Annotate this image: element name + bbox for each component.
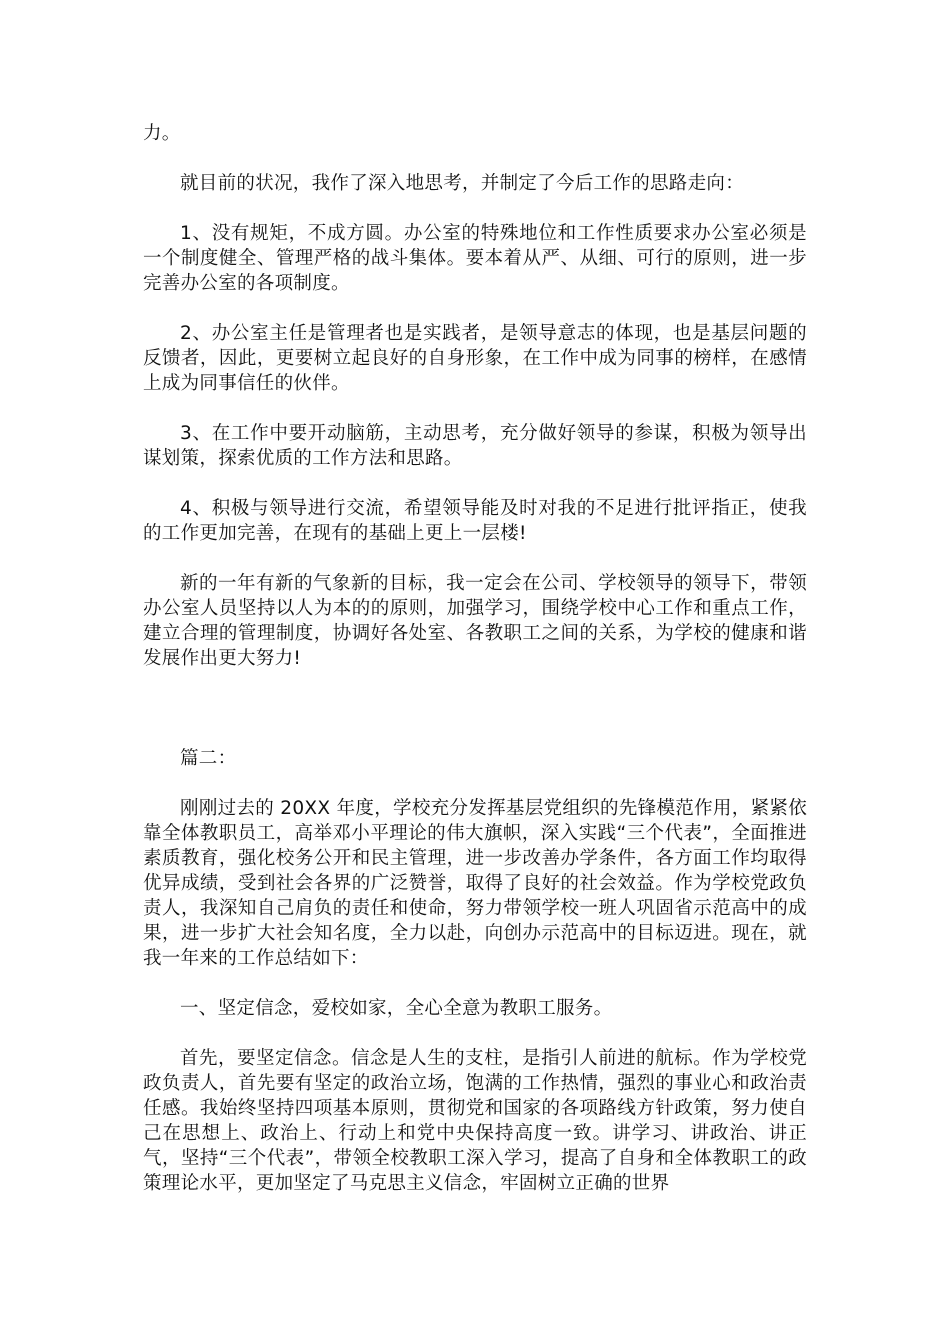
document-page xyxy=(143,121,807,1221)
paragraph-item-2: 2、办公室主任是管理者也是实践者，是领导意志的体现，也是基层问题的反馈者，因此，更要树立起良好的自身形象，在工作中成为同事的榜样，在感情上成为同事信任的伙伴。 xyxy=(143,323,807,394)
paragraph-conclusion: 新的一年有新的气象新的目标，我一定会在公司、学校领导的领导下，带领办公室人员坚持以人为本的的原则，加强学习，围绕学校中心工作和重点工作，建立合理的管理制度，协调好各处室、各教职工之间的关系，为学校的健康和谐发展作出更大努力! xyxy=(143,573,807,669)
paragraph-section-intro: 刚刚过去的 20XX 年度，学校充分发挥基层党组织的先锋模范作用，紧紧依靠全体教职员工，高举邓小平理论的伟大旗帜，深入实践“三个代表”，全面推进素质教育，强化校务公开和民主管理，进一步改善办学条件，各方面工作均取得优异成绩，受到社会各界的广泛赞誉，取得了良好的社会效益。作为学校党政负责人，我深知自己肩负的责任和使命，努力带领学校一班人巩固省示范高中的成果，进一步扩大社会知名度，全力以赴，向创办示范高中的目标迈进。现在，就我一年来的工作总结如下： xyxy=(143,798,807,969)
section-gap xyxy=(143,696,807,746)
paragraph-item-1: 1、没有规矩，不成方圆。办公室的特殊地位和工作性质要求办公室必须是一个制度健全、管理严格的战斗集体。要本着从严、从细、可行的原则，进一步完善办公室的各项制度。 xyxy=(143,223,807,294)
paragraph-body: 首先，要坚定信念。信念是人生的支柱，是指引人前进的航标。作为学校党政负责人，首先要有坚定的政治立场，饱满的工作热情，强烈的事业心和政治责任感。我始终坚持四项基本原则，贯彻党和国家的各项路线方针政策，努力使自己在思想上、政治上、行动上和党中央保持高度一致。讲学习、讲政治、讲正气，坚持“三个代表”，带领全校教职工深入学习，提高了自身和全体教职工的政策理论水平，更加坚定了马克思主义信念，牢固树立正确的世界 xyxy=(143,1048,807,1194)
paragraph-continuation: 力。 xyxy=(143,123,181,144)
paragraph-item-3: 3、在工作中要开动脑筋，主动思考，充分做好领导的参谋，积极为领导出谋划策，探索优质的工作方法和思路。 xyxy=(143,423,807,469)
paragraph-item-4: 4、积极与领导进行交流，希望领导能及时对我的不足进行批评指正，使我的工作更加完善，在现有的基础上更上一层楼! xyxy=(143,498,807,544)
paragraph-subheading: 一、坚定信念，爱校如家，全心全意为教职工服务。 xyxy=(180,998,613,1019)
section-heading: 篇二： xyxy=(180,748,237,769)
paragraph-intro: 就目前的状况，我作了深入地思考，并制定了今后工作的思路走向： xyxy=(180,173,745,194)
